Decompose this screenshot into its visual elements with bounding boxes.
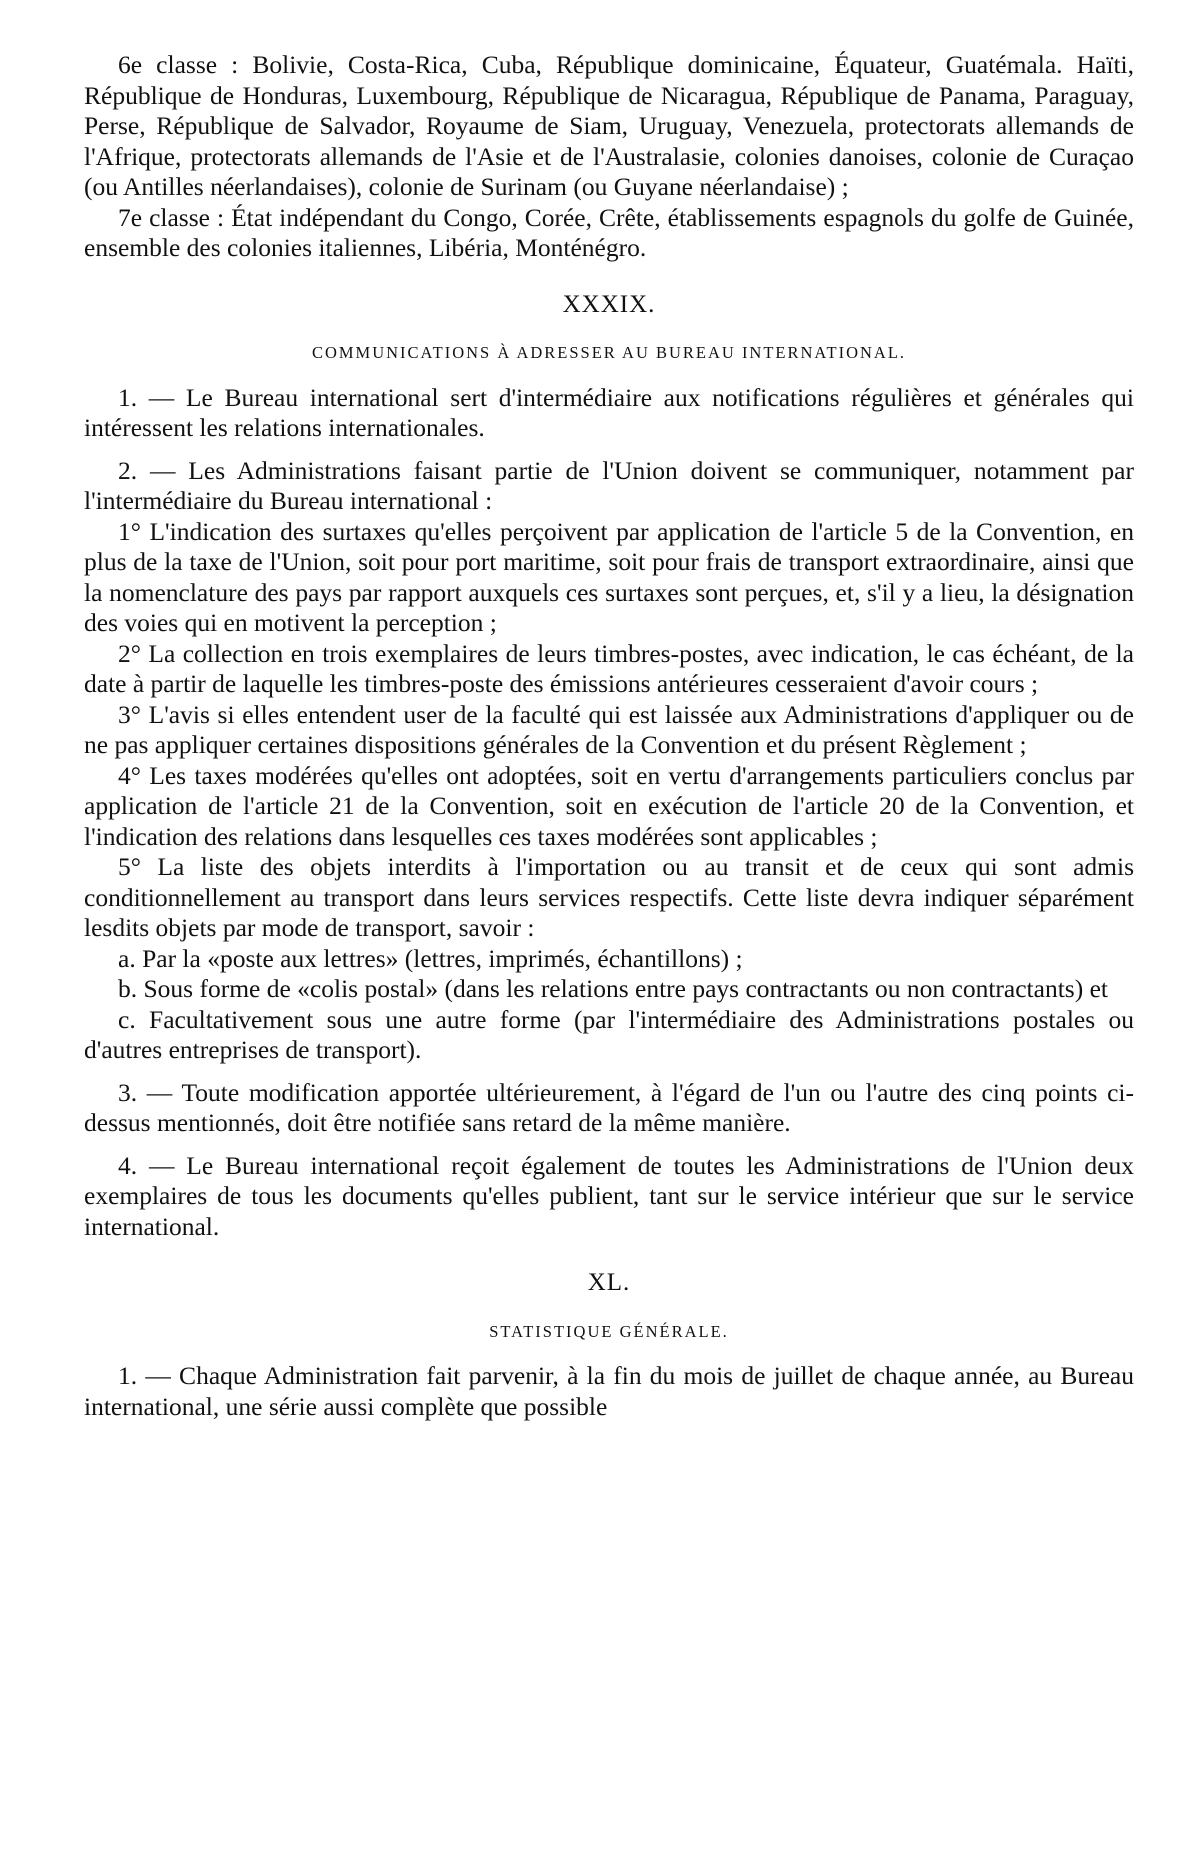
article-paragraph-2: 2. — Les Administrations faisant partie de l'Union doivent se communiquer, notamment par l'intermédiaire du Bureau international : [84,455,1134,515]
list-subitem-c: c. Facultativement sous une autre forme (par l'intermédiaire des Administrations postales ou d'autres entreprises de transport). [84,1004,1134,1064]
article-paragraph-xl-1: 1. — Chaque Administration fait parvenir, à la fin du mois de juillet de chaque année, au Bureau international, une série aussi complète que possible [84,1361,1134,1421]
document-page [84,50,1134,1422]
list-subitem-a: a. Par la «poste aux lettres» (lettres, imprimés, échantillons) ; [118,943,743,973]
section-title-communications: COMMUNICATIONS À ADRESSER AU BUREAU INTERNATIONAL. [311,343,907,362]
list-item-3: 3° L'avis si elles entendent user de la faculté qui est laissée aux Administrations d'appliquer ou de ne pas appliquer certaines dispositions générales de la Convention et du présent Règlement ; [84,699,1134,759]
list-item-4: 4° Les taxes modérées qu'elles ont adoptées, soit en vertu d'arrangements particuliers conclus par application de l'article 21 de la Convention, soit en exécution de l'article 20 de la Convention, et l'indication des relations dans lesquelles ces taxes modérées sont applicables ; [84,760,1134,851]
section-number-xl: XL. [587,1269,631,1296]
list-item-2: 2° La collection en trois exemplaires de leurs timbres-postes, avec indication, le cas échéant, de la date à partir de laquelle les timbres-poste des émissions antérieures cesseraient d'avoir cours ; [84,638,1134,698]
paragraph-class-6: 6e classe : Bolivie, Costa-Rica, Cuba, République dominicaine, Équateur, Guatémala. Haïti, République de Honduras, Luxembourg, République de Nicaragua, République de Panama, Paraguay, Perse, République de Salvador, Royaume de Siam, Uruguay, Venezuela, protectorats allemands de l'Afrique, protectorats allemands de l'Asie et de l'Australasie, colonies danoises, colonie de Curaçao (ou Antilles néerlandaises), colonie de Surinam (ou Guyane néerlandaise) ; [84,50,1134,201]
section-number-xxxix: XXXIX. [562,290,656,318]
list-item-1: 1° L'indication des surtaxes qu'elles perçoivent par application de l'article 5 de la Convention, en plus de la taxe de l'Union, soit pour port maritime, soit pour frais de transport extraordinaire, ainsi que la nomenclature des pays par rapport auxquels ces surtaxes sont perçues, et, s'il y a lieu, la désignation des voies qui en motivent la perception ; [84,516,1134,637]
section-title-statistique: STATISTIQUE GÉNÉRALE. [489,1321,729,1341]
list-item-5: 5° La liste des objets interdits à l'importation ou au transit et de ceux qui sont admis conditionnellement au transport dans leurs services respectifs. Cette liste devra indiquer séparément lesdits objets par mode de transport, savoir : [84,852,1134,942]
paragraph-class-7: 7e classe : État indépendant du Congo, Corée, Crête, établissements espagnols du golfe de Guinée, ensemble des colonies italiennes, Libéria, Monténégro. [84,202,1134,262]
list-subitem-b: b. Sous forme de «colis postal» (dans les relations entre pays contractants ou non contractants) et [118,974,1108,1003]
article-paragraph-1: 1. — Le Bureau international sert d'intermédiaire aux notifications régulières et générales qui intéressent les relations internationales. [84,382,1134,442]
article-paragraph-4: 4. — Le Bureau international reçoit également de toutes les Administrations de l'Union deux exemplaires de tous les documents qu'elles publient, tant sur le service intérieur que sur le service international. [84,1150,1134,1241]
article-paragraph-3: 3. — Toute modification apportée ultérieurement, à l'égard de l'un ou l'autre des cinq points ci-dessus mentionnés, doit être notifiée sans retard de la même manière. [84,1077,1134,1137]
